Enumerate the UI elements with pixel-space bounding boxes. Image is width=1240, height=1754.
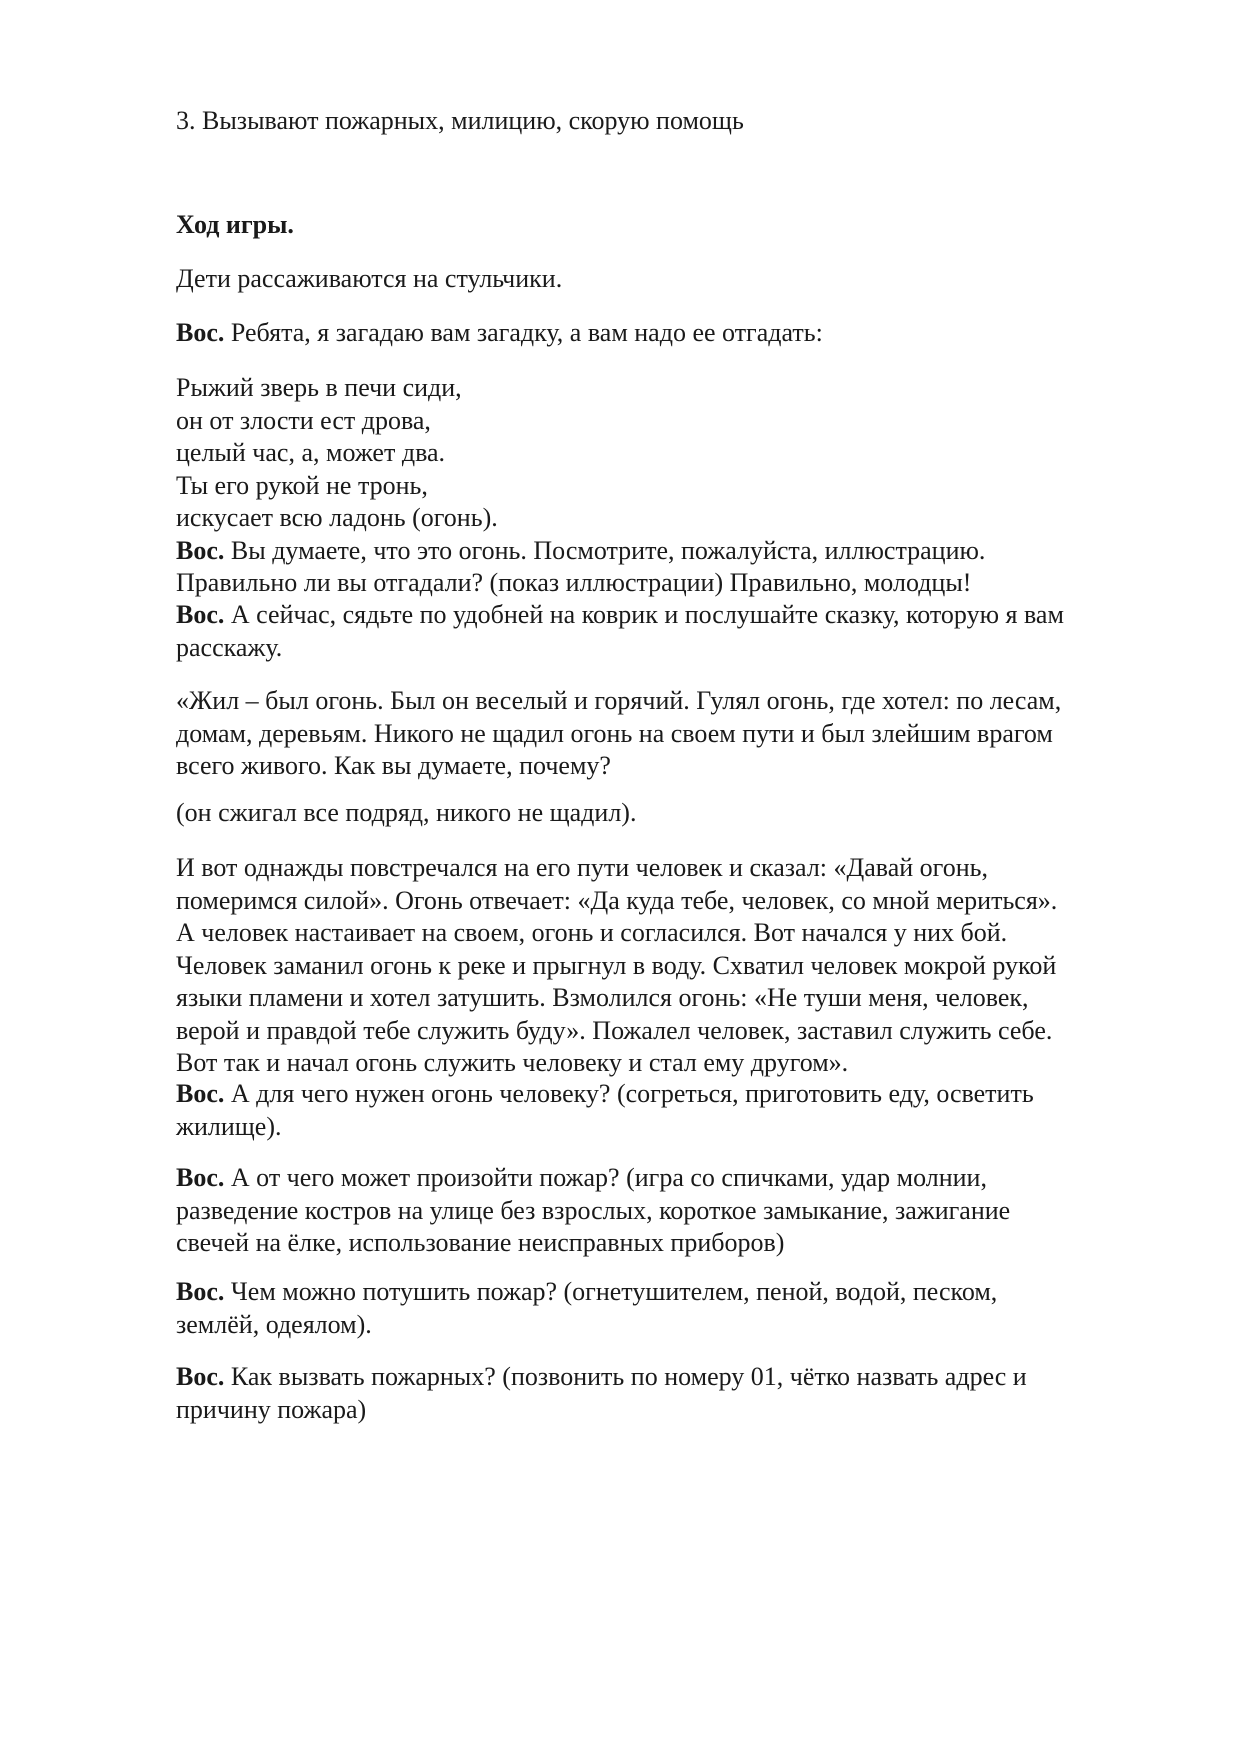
- speaker-label: Вос.: [176, 1163, 225, 1192]
- story-part-1: «Жил – был огонь. Был он веселый и горячий. Гулял огонь, где хотел: по лесам, домам, деревьям. Никого не щадил огонь на своем пути и был злейшим врагом всего живого. Как вы думаете, почему?: [176, 686, 1062, 780]
- riddle-line: целый час, а, может два.: [176, 438, 446, 467]
- story-part-2: И вот однажды повстречался на его пути человек и сказал: «Давай огонь, померимся силой». Огонь отвечает: «Да куда тебе, человек, со мной мериться». А человек настаивает на своем, огонь и согласился. Вот начался у них бой. Человек заманил огонь к реке и прыгнул в воду. Схватил человек мокрой рукой языки пламени и хотел затушить. Взмолился огонь: «Не туши меня, человек, верой и правдой тебе служить буду». Пожалел человек, заставил служить себе. Вот так и начал огонь служить человеку и стал ему другом».: [176, 853, 1058, 1077]
- intro-paragraph: Дети рассаживаются на стульчики.: [176, 264, 563, 293]
- speaker-label: Вос.: [176, 318, 225, 347]
- riddle-poem: Рыжий зверь в печи сиди, он от злости ест дрова, целый час, а, может два. Ты его рукой не тронь, искусает всю ладонь (огонь). Вос. Вы думаете, что это огонь. Посмотрите, пожалуйста, иллюстрацию. Правильно ли вы отгадали? (показ иллюстрации) Правильно, молодцы!: [176, 372, 1166, 600]
- speaker-label: Вос.: [176, 535, 225, 565]
- question-fire-use: Вос. А для чего нужен огонь человеку? (согреться, приготовить еду, осветить жилище).: [176, 1079, 1034, 1141]
- riddle-intro-paragraph: Вос. Ребята, я загадаю вам загадку, а вам надо ее отгадать:: [176, 318, 823, 347]
- story-answer: (он сжигал все подряд, никого не щадил).: [176, 798, 637, 827]
- riddle-line: искусает всю ладонь (огонь).: [176, 503, 498, 532]
- riddle-line: он от злости ест дрова,: [176, 405, 431, 435]
- riddle-line: Рыжий зверь в печи сиди,: [176, 373, 462, 402]
- speaker-label: Вос.: [176, 1079, 225, 1108]
- question-call: Вос. Как вызвать пожарных? (позвонить по номеру 01, чётко назвать адрес и причину пожара): [176, 1362, 1027, 1424]
- list-item-3: 3. Вызывают пожарных, милицию, скорую помощь: [176, 106, 744, 135]
- riddle-line: Ты его рукой не тронь,: [176, 470, 428, 500]
- speaker-label: Вос.: [176, 1362, 225, 1391]
- speaker-label: Вос.: [176, 600, 225, 629]
- section-heading: Ход игры.: [176, 210, 294, 239]
- story-invite-paragraph: Вос. А сейчас, сядьте по удобней на коврик и послушайте сказку, которую я вам расскажу.: [176, 600, 1064, 662]
- speaker-label: Вос.: [176, 1277, 225, 1306]
- question-fire-cause: Вос. А от чего может произойти пожар? (игра со спичками, удар молнии, разведение костров на улице без взрослых, короткое замыкание, зажигание свечей на ёлке, использование неисправных приборов): [176, 1163, 1011, 1257]
- question-extinguish: Вос. Чем можно потушить пожар? (огнетушителем, пеной, водой, песком, землёй, одеялом).: [176, 1277, 998, 1339]
